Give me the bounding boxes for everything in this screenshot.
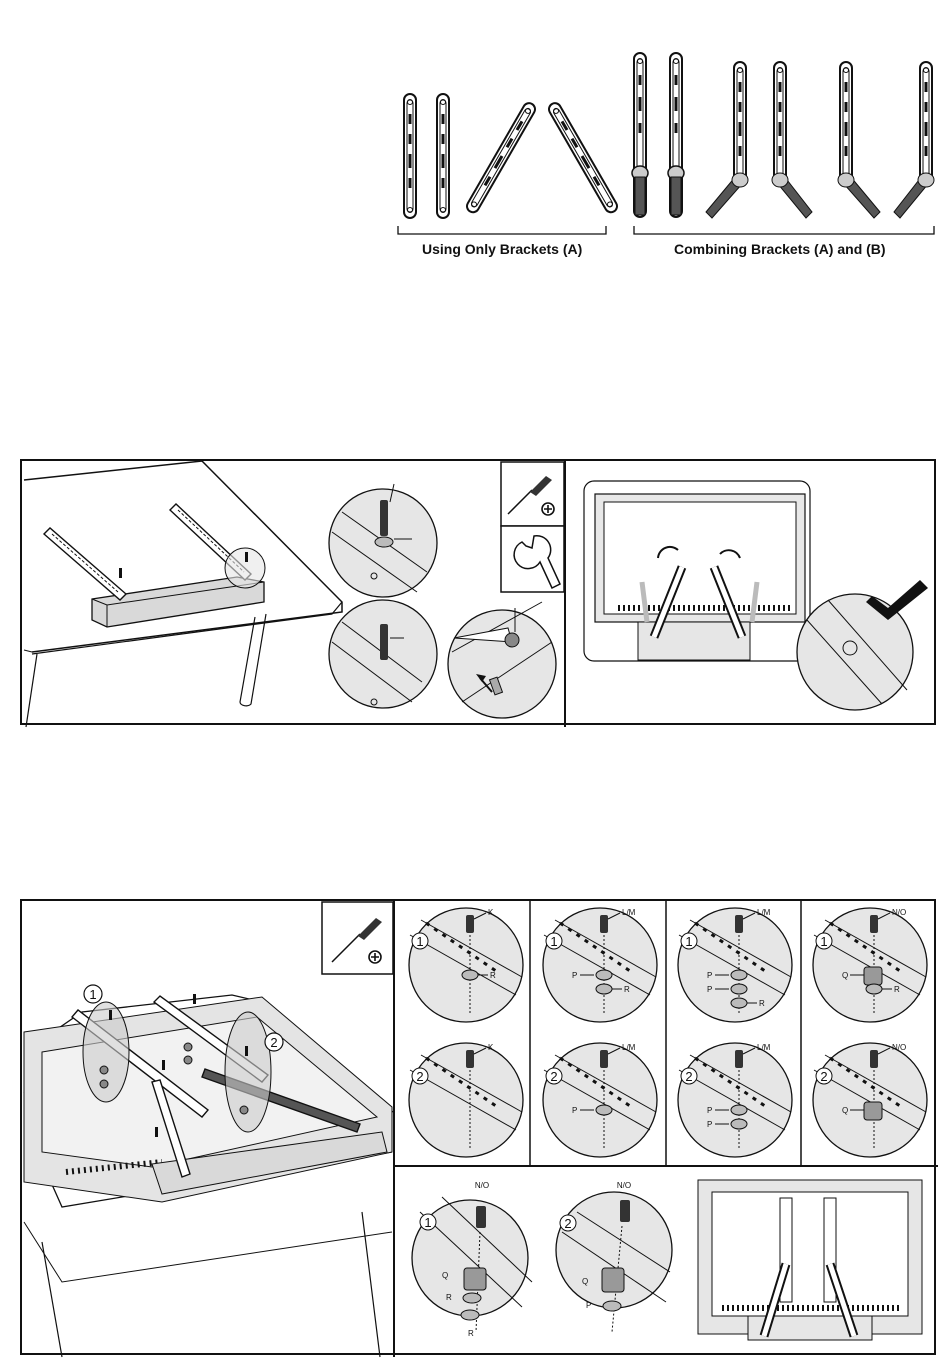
detail-panel-3-step-1	[678, 908, 792, 1022]
bracket-configurations-drawing	[390, 40, 950, 270]
svg-text:N/O: N/O	[474, 1181, 490, 1190]
part-label: R	[624, 985, 630, 994]
step-attach-to-tv-frame	[20, 899, 936, 1355]
step-attach-brackets-frame	[20, 459, 936, 725]
svg-text:1: 1	[424, 1215, 432, 1230]
part-label: Q	[842, 971, 849, 980]
step-attach-to-tv-drawing	[22, 901, 938, 1357]
detail-panel-2-step-2	[543, 1043, 657, 1157]
part-label: P	[707, 971, 713, 980]
hardware-label: L/M	[622, 1043, 636, 1052]
detail-panel-1-step-2	[409, 1043, 523, 1157]
detail-panel-3-step-2	[678, 1043, 792, 1157]
part-label: R	[490, 971, 496, 980]
svg-text:R: R	[468, 1329, 474, 1338]
svg-text:2: 2	[564, 1216, 572, 1231]
hardware-label: K	[488, 1043, 494, 1052]
detail-panel-1-step-1	[409, 908, 523, 1022]
hardware-label: L/M	[757, 1043, 771, 1052]
step-number-label: 1	[550, 934, 558, 949]
step-number-1: 1	[89, 987, 97, 1002]
step-number-label: 2	[416, 1069, 424, 1084]
svg-text:P: P	[586, 1301, 592, 1310]
tv-on-table-illustration	[24, 994, 393, 1357]
hardware-label: N/O	[892, 1043, 907, 1052]
step-number-label: 2	[820, 1069, 828, 1084]
svg-text:Q: Q	[582, 1277, 589, 1286]
table-illustration	[24, 461, 342, 727]
part-label: R	[894, 985, 900, 994]
hardware-label: K	[488, 908, 494, 917]
tv-mounted-brackets-illustration	[698, 1180, 922, 1340]
hardware-label: N/O	[892, 908, 907, 917]
svg-text:N/O: N/O	[616, 1181, 632, 1190]
bracket-configurations	[390, 40, 950, 270]
part-label: P	[572, 971, 578, 980]
part-label: P	[572, 1106, 578, 1115]
step-attach-brackets-drawing	[22, 461, 938, 727]
part-label: P	[707, 1120, 713, 1129]
step-number-label: 2	[685, 1069, 693, 1084]
caption-using-only-brackets-a: Using Only Brackets (A)	[422, 241, 583, 257]
part-label: P	[707, 1106, 713, 1115]
svg-text:Q: Q	[442, 1271, 449, 1280]
hardware-label: L/M	[622, 908, 636, 917]
step-number-label: 1	[820, 934, 828, 949]
detail-panel-4-step-2	[813, 1043, 927, 1157]
step-number-label: 1	[416, 934, 424, 949]
hardware-label: L/M	[757, 908, 771, 917]
svg-text:R: R	[446, 1293, 452, 1302]
step-number-2: 2	[270, 1035, 278, 1050]
step-number-label: 1	[685, 934, 693, 949]
tv-back-illustration	[584, 481, 810, 661]
part-label: Q	[842, 1106, 849, 1115]
part-label: P	[707, 985, 713, 994]
caption-combining-brackets-a-b: Combining Brackets (A) and (B)	[674, 241, 886, 257]
detail-panel-2-step-1	[543, 908, 657, 1022]
step-number-label: 2	[550, 1069, 558, 1084]
detail-panel-4-step-1	[813, 908, 927, 1022]
part-label: R	[759, 999, 765, 1008]
